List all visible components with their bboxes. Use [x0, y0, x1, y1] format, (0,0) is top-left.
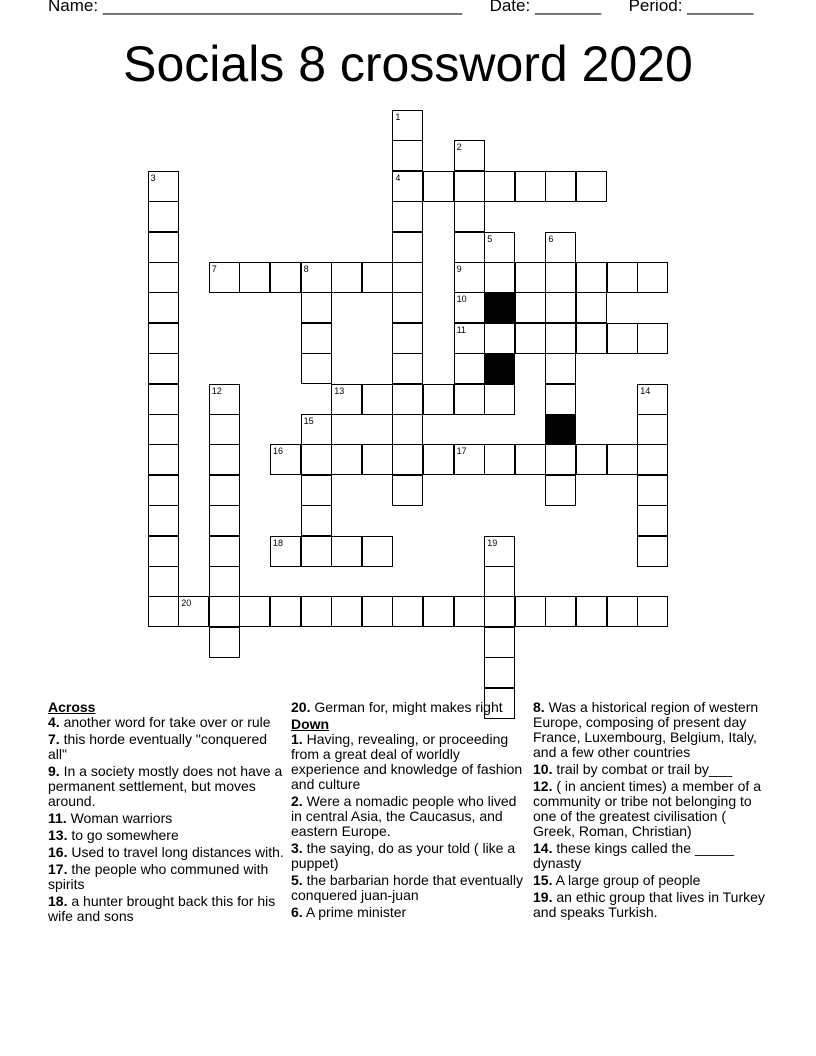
crossword-cell[interactable]	[148, 444, 179, 475]
crossword-cell[interactable]	[301, 596, 332, 627]
crossword-cell[interactable]	[484, 657, 515, 688]
clue-num: 15.	[533, 872, 553, 888]
clues-column-2	[291, 700, 527, 922]
clue-number: 5	[487, 233, 493, 244]
clue-item	[48, 862, 284, 892]
crossword-cell[interactable]	[301, 292, 332, 323]
crossword-cell[interactable]	[301, 444, 332, 475]
clue-text: In a society mostly does not have a permanent settlement, but moves around.	[48, 763, 283, 809]
clue-num: 7.	[48, 731, 60, 747]
crossword-cell[interactable]	[209, 262, 240, 293]
crossword-cell[interactable]	[423, 384, 454, 415]
period-field[interactable]: _______	[687, 0, 754, 15]
date-label: Date:	[489, 0, 531, 15]
crossword-cell[interactable]	[637, 536, 668, 567]
crossword-cell[interactable]	[607, 596, 638, 627]
clue-item	[291, 732, 527, 792]
clue-text: trail by combat or trail by___	[556, 761, 733, 777]
clue-text: ( in ancient times) a member of a community or tribe not belonging to one of the greatest civilisation ( Greek, Roman, Christian)	[533, 778, 761, 839]
clue-text: a hunter brought back this for his wife and sons	[48, 893, 276, 924]
clue-text: German for, might makes right	[314, 699, 503, 715]
crossword-cell[interactable]	[454, 232, 485, 263]
clue-num: 11.	[48, 810, 67, 826]
crossword-cell[interactable]	[454, 262, 485, 293]
clue-num: 5.	[291, 872, 303, 888]
crossword-cell[interactable]	[209, 627, 240, 658]
crossword-cell[interactable]	[637, 444, 668, 475]
name-field[interactable]: ______________________________________	[102, 0, 463, 15]
crossword-cell[interactable]	[545, 171, 576, 202]
crossword-cell[interactable]	[484, 323, 515, 354]
across-heading: Across	[48, 699, 96, 715]
crossword-cell[interactable]	[270, 596, 301, 627]
crossword-cell[interactable]	[209, 475, 240, 506]
crossword-cell[interactable]	[331, 384, 362, 415]
clues-column-3	[533, 700, 769, 922]
clue-item	[291, 905, 527, 920]
clue-item	[291, 700, 527, 715]
clues-column-1	[48, 700, 284, 926]
crossword-cell[interactable]	[515, 262, 546, 293]
clue-num: 2.	[291, 793, 303, 809]
crossword-cell[interactable]	[515, 323, 546, 354]
crossword-cell[interactable]	[637, 323, 668, 354]
clue-text: another word for take over or rule	[63, 714, 271, 730]
clue-item	[48, 715, 284, 730]
crossword-cell[interactable]	[545, 262, 576, 293]
crossword-cell[interactable]	[148, 232, 179, 263]
clue-number: 14	[640, 385, 651, 396]
crossword-cell[interactable]	[209, 566, 240, 597]
crossword-cell[interactable]	[301, 323, 332, 354]
clue-text: A large group of people	[555, 872, 701, 888]
clue-num: 1.	[291, 731, 303, 747]
clue-number: 4	[395, 172, 401, 183]
crossword-cell[interactable]	[454, 596, 485, 627]
crossword-cell[interactable]	[515, 596, 546, 627]
crossword-black-cell	[484, 353, 515, 384]
crossword-cell[interactable]	[178, 596, 209, 627]
crossword-cell[interactable]	[454, 353, 485, 384]
crossword-cell[interactable]	[301, 475, 332, 506]
clue-text: this horde eventually "conquered all"	[48, 731, 268, 762]
crossword-cell[interactable]	[484, 171, 515, 202]
clue-item	[48, 828, 284, 843]
clue-number: 10	[456, 294, 467, 305]
crossword-cell[interactable]	[576, 323, 607, 354]
crossword-cell[interactable]	[515, 292, 546, 323]
crossword-cell[interactable]	[209, 536, 240, 567]
crossword-cell[interactable]	[454, 444, 485, 475]
crossword-cell[interactable]	[362, 536, 393, 567]
crossword-cell[interactable]	[301, 505, 332, 536]
crossword-cell[interactable]	[484, 596, 515, 627]
crossword-cell[interactable]	[607, 262, 638, 293]
clue-number: 13	[334, 385, 345, 396]
clue-number: 20	[181, 598, 192, 609]
crossword-cell[interactable]	[607, 444, 638, 475]
crossword-cell[interactable]	[331, 536, 362, 567]
crossword-cell[interactable]	[576, 292, 607, 323]
clue-item	[533, 841, 769, 871]
clue-number: 12	[211, 385, 222, 396]
clue-item	[291, 841, 527, 871]
crossword-cell[interactable]	[209, 505, 240, 536]
clue-text: Was a historical region of western Europe, composing of present day France, Luxembourg, Belgium, Italy, and a few other countries	[533, 699, 759, 760]
clue-item	[533, 762, 769, 777]
crossword-cell[interactable]	[270, 444, 301, 475]
crossword-cell[interactable]	[637, 384, 668, 415]
crossword-cell[interactable]	[392, 444, 423, 475]
crossword-cell[interactable]	[239, 262, 270, 293]
crossword-cell[interactable]	[637, 596, 668, 627]
clue-item	[291, 873, 527, 903]
crossword-cell[interactable]	[484, 627, 515, 658]
clue-item	[533, 890, 769, 920]
clue-num: 4.	[48, 714, 60, 730]
crossword-cell[interactable]	[454, 292, 485, 323]
clue-text: Used to travel long distances with.	[71, 844, 284, 860]
crossword-cell[interactable]	[637, 475, 668, 506]
clue-number: 6	[548, 233, 554, 244]
crossword-black-cell	[545, 414, 576, 445]
clue-number: 15	[303, 416, 314, 426]
clue-num: 9.	[48, 763, 60, 779]
clue-num: 12.	[533, 778, 553, 794]
crossword-cell[interactable]	[637, 414, 668, 445]
crossword-cell[interactable]	[392, 323, 423, 354]
crossword-cell[interactable]	[148, 171, 179, 202]
crossword-cell[interactable]	[484, 536, 515, 567]
crossword-cell[interactable]	[392, 232, 423, 263]
crossword-cell[interactable]	[392, 353, 423, 384]
crossword-cell[interactable]	[148, 505, 179, 536]
crossword-cell[interactable]	[392, 596, 423, 627]
crossword-cell[interactable]	[454, 140, 485, 171]
clue-item	[533, 700, 769, 760]
crossword-cell[interactable]	[545, 232, 576, 263]
crossword-cell[interactable]	[209, 414, 240, 445]
crossword-cell[interactable]	[454, 201, 485, 232]
page-title: Socials 8 crossword 2020	[123, 36, 693, 92]
clue-text: Having, revealing, or proceeding from a great deal of worldly experience and knowledge of fashion and culture	[291, 731, 523, 792]
clue-number: 17	[456, 446, 467, 457]
clue-number: 8	[303, 264, 309, 274]
crossword-cell[interactable]	[148, 536, 179, 567]
clue-num: 16.	[48, 844, 68, 860]
crossword-cell[interactable]	[392, 201, 423, 232]
crossword-cell[interactable]	[545, 353, 576, 384]
clue-item	[533, 873, 769, 888]
clue-number: 3	[150, 172, 156, 183]
crossword-cell[interactable]	[484, 566, 515, 597]
crossword-cell[interactable]	[331, 262, 362, 293]
clue-number: 11	[456, 324, 466, 335]
crossword-cell[interactable]	[148, 353, 179, 384]
down-heading: Down	[291, 716, 330, 732]
clue-text: an ethic group that lives in Turkey and speaks Turkish.	[533, 889, 765, 920]
crossword-cell[interactable]	[484, 384, 515, 415]
crossword-cell[interactable]	[301, 353, 332, 384]
crossword-cell[interactable]	[423, 171, 454, 202]
crossword-cell[interactable]	[392, 292, 423, 323]
crossword-cell[interactable]	[239, 596, 270, 627]
crossword-cell[interactable]	[209, 596, 240, 627]
crossword-cell[interactable]	[392, 262, 423, 293]
crossword-cell[interactable]	[148, 596, 179, 627]
crossword-cell[interactable]	[148, 384, 179, 415]
crossword-cell[interactable]	[392, 384, 423, 415]
clue-item	[48, 894, 284, 924]
crossword-cell[interactable]	[392, 110, 423, 141]
crossword-cell[interactable]	[545, 323, 576, 354]
clue-number: 2	[456, 142, 462, 153]
crossword-cell[interactable]	[515, 444, 546, 475]
crossword-cell[interactable]	[362, 596, 393, 627]
clue-number: 7	[211, 264, 217, 274]
crossword-cell[interactable]	[515, 171, 546, 202]
clue-num: 17.	[48, 861, 68, 877]
crossword-cell[interactable]	[331, 596, 362, 627]
clue-item	[533, 779, 769, 839]
clue-num: 6.	[291, 904, 303, 920]
clue-num: 20.	[291, 699, 311, 715]
clue-item	[48, 811, 284, 826]
crossword-cell[interactable]	[392, 140, 423, 171]
clue-item	[48, 764, 284, 809]
crossword-cell[interactable]	[148, 566, 179, 597]
period-label: Period:	[628, 0, 683, 15]
crossword-cell[interactable]	[545, 475, 576, 506]
name-label: Name:	[48, 0, 99, 15]
clue-text: A prime minister	[305, 904, 407, 920]
clue-text: the saying, do as your told ( like a puppet)	[291, 840, 516, 871]
clue-num: 10.	[533, 761, 553, 777]
crossword-cell[interactable]	[148, 201, 179, 232]
clue-num: 18.	[48, 893, 68, 909]
clue-text: the barbarian horde that eventually conquered juan-juan	[291, 872, 523, 903]
crossword-cell[interactable]	[270, 536, 301, 567]
clue-num: 19.	[533, 889, 553, 905]
clue-item	[48, 732, 284, 762]
crossword-cell[interactable]	[270, 262, 301, 293]
crossword-cell[interactable]	[484, 262, 515, 293]
clue-item	[48, 845, 284, 860]
clue-number: 1	[395, 112, 401, 122]
clue-num: 14.	[533, 840, 553, 856]
clue-text: Were a nomadic people who lived in central Asia, the Caucasus, and eastern Europe.	[291, 793, 517, 839]
crossword-cell[interactable]	[209, 384, 240, 415]
crossword-cell[interactable]	[454, 323, 485, 354]
clue-num: 8.	[533, 699, 545, 715]
clue-number: 9	[456, 264, 462, 274]
clue-number: 18	[273, 537, 284, 548]
crossword-cell[interactable]	[637, 262, 668, 293]
crossword-cell[interactable]	[301, 262, 332, 293]
crossword-cell[interactable]	[484, 232, 515, 263]
crossword-cell[interactable]	[209, 444, 240, 475]
crossword-cell[interactable]	[362, 444, 393, 475]
clue-text: to go somewhere	[71, 827, 179, 843]
crossword-cell[interactable]	[362, 384, 393, 415]
crossword-cell[interactable]	[148, 414, 179, 445]
crossword-cell[interactable]	[148, 262, 179, 293]
crossword-cell[interactable]	[392, 414, 423, 445]
crossword-cell[interactable]	[607, 323, 638, 354]
crossword-cell[interactable]	[545, 384, 576, 415]
crossword-cell[interactable]	[148, 292, 179, 323]
crossword-cell[interactable]	[454, 171, 485, 202]
crossword-cell[interactable]	[454, 384, 485, 415]
clue-text: Woman warriors	[70, 810, 173, 826]
crossword-cell[interactable]	[301, 536, 332, 567]
clue-text: these kings called the _____ dynasty	[533, 840, 734, 871]
crossword-cell[interactable]	[148, 475, 179, 506]
crossword-cell[interactable]	[637, 505, 668, 536]
crossword-cell[interactable]	[576, 444, 607, 475]
clue-text: the people who communed with spirits	[48, 861, 269, 892]
crossword-cell[interactable]	[423, 444, 454, 475]
crossword-cell[interactable]	[545, 292, 576, 323]
clue-number: 19	[487, 537, 498, 548]
date-field[interactable]: _______	[534, 0, 602, 15]
crossword-cell[interactable]	[576, 596, 607, 627]
crossword-cell[interactable]	[392, 475, 423, 506]
crossword-black-cell	[484, 292, 515, 323]
clue-item	[291, 794, 527, 839]
crossword-cell[interactable]	[392, 171, 423, 202]
crossword-cell[interactable]	[362, 262, 393, 293]
crossword-cell[interactable]	[148, 323, 179, 354]
crossword-cell[interactable]	[576, 262, 607, 293]
crossword-cell[interactable]	[545, 596, 576, 627]
crossword-cell[interactable]	[331, 444, 362, 475]
crossword-cell[interactable]	[545, 444, 576, 475]
crossword-cell[interactable]	[301, 414, 332, 445]
crossword-cell[interactable]	[484, 444, 515, 475]
clue-num: 3.	[291, 840, 303, 856]
clue-number: 16	[273, 446, 284, 457]
clue-num: 13.	[48, 827, 68, 843]
crossword-cell[interactable]	[576, 171, 607, 202]
crossword-cell[interactable]	[423, 596, 454, 627]
